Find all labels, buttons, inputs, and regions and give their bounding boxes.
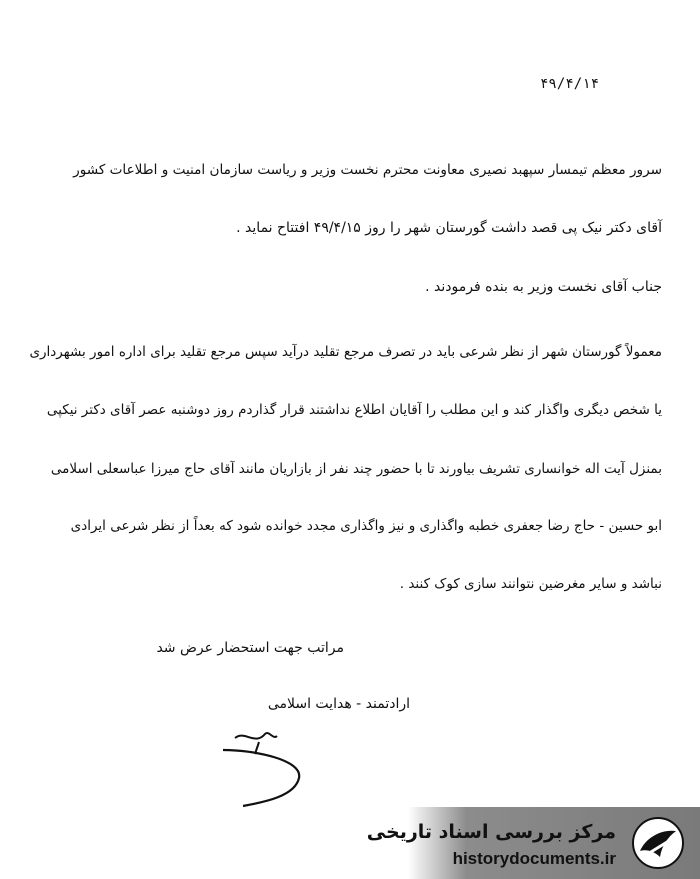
body-line-2: جناب آقای نخست وزیر به بنده فرمودند . [425, 279, 662, 295]
signature-name-line: ارادتمند - هدایت اسلامی [267, 696, 410, 712]
body-line-4: یا شخص دیگری واگذار کند و این مطلب را آقایان اطلاع نداشتند قرار گذاردم روز دوشنبه عصر آقای دکتر نیکپی [46, 402, 662, 418]
body-line-5: بمنزل آیت اله خوانساری تشریف بیاورند تا با حضور چند نفر از بازاریان مانند آقای حاج میرزا عباسعلی اسلامی [50, 461, 662, 477]
handwritten-signature [215, 720, 305, 815]
recipient-line: سرور معظم تیمسار سپهبد نصیری معاونت محترم نخست وزیر و ریاست سازمان امنیت و اطلاعات کشور [73, 162, 662, 178]
letter-date: ۴۹/۴/۱۴ [540, 76, 600, 92]
archive-watermark [366, 807, 700, 879]
closing-line: مراتب جهت استحضار عرض شد [156, 640, 344, 656]
watermark-url: historydocuments.ir [452, 849, 616, 868]
archive-logo-icon [628, 815, 688, 871]
body-line-6: ابو حسین - حاج رضا جعفری خطبه واگذاری و نیز واگذاری مجدد خوانده شود که بعداً از نظر شرعی ایرادی [70, 518, 662, 534]
body-line-1: آقای دکتر نیک پی قصد داشت گورستان شهر را روز ۴۹/۴/۱۵ افتتاح نماید . [236, 220, 662, 236]
watermark-title: مرکز بررسی اسناد تاریخی [366, 821, 616, 843]
body-line-7: نباشد و سایر مغرضین نتوانند سازی کوک کنند . [399, 576, 662, 592]
body-line-3: معمولاً گورستان شهر از نظر شرعی باید در تصرف مرجع تقلید درآید سپس مرجع تقلید برای اداره امور بشهرداری [29, 344, 662, 360]
